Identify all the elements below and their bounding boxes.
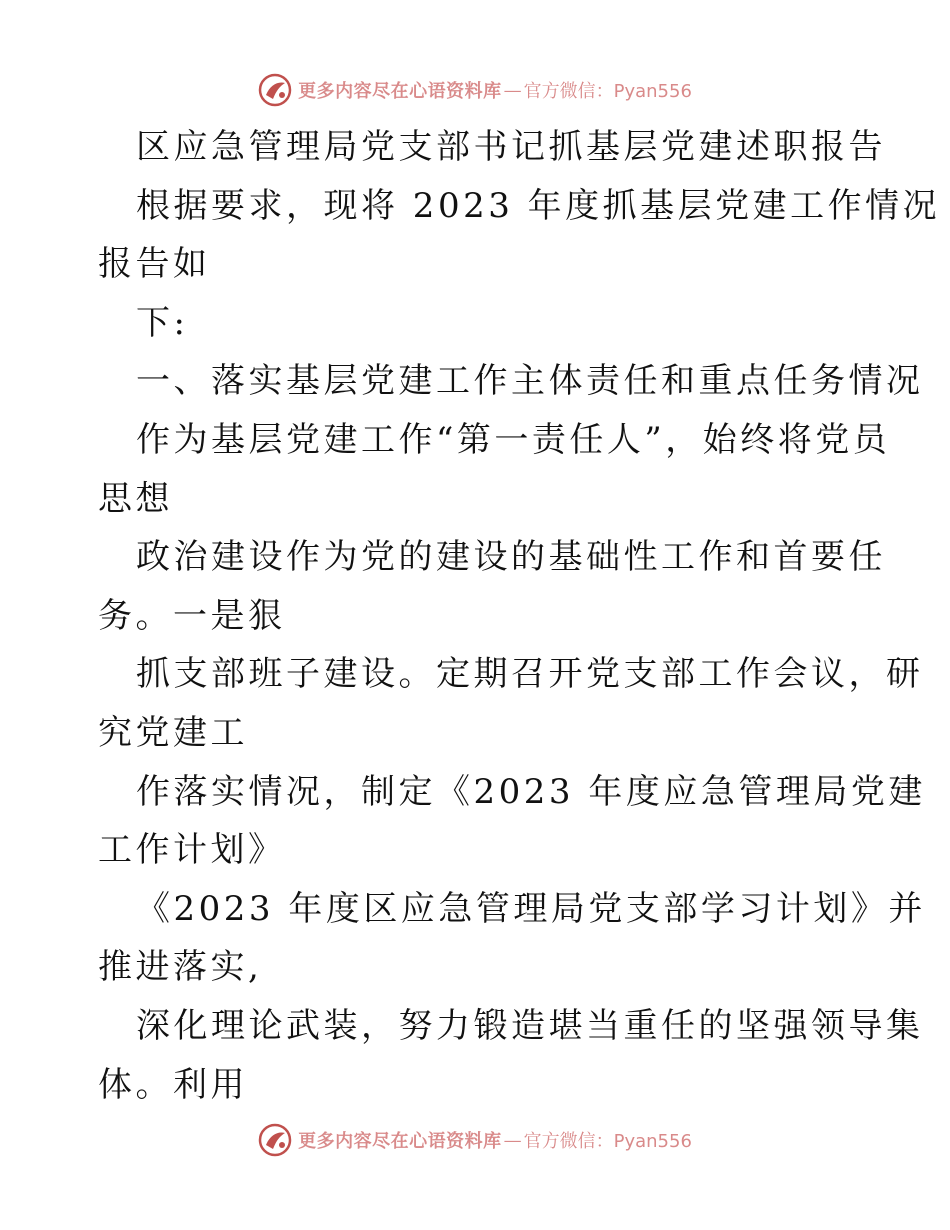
header-watermark xyxy=(0,70,950,110)
text-line: 作落实情况，制定《2023 年度应急管理局党建 xyxy=(136,771,926,812)
document-body xyxy=(98,118,941,1114)
text-line: 作为基层党建工作“第一责任人”，始终将党员 xyxy=(136,419,891,460)
text-line: 根据要求，现将 2023 年度抓基层党建工作情况 xyxy=(136,185,941,226)
text-line: 下: xyxy=(136,302,189,343)
text-line: 究党建工 xyxy=(98,712,248,753)
text-line: 政治建设作为党的建设的基础性工作和首要任 xyxy=(136,537,886,578)
text-line: 思想 xyxy=(98,478,173,519)
logo-icon xyxy=(258,73,292,107)
text-line: 体。利用 xyxy=(98,1064,248,1105)
watermark-suffix: 官方微信：Pyan556 xyxy=(523,1131,692,1152)
watermark-suffix: 官方微信：Pyan556 xyxy=(523,81,692,102)
watermark-text: 更多内容尽在心语资料库 xyxy=(298,81,502,102)
logo-icon xyxy=(258,1123,292,1157)
text-line: 一、落实基层党建工作主体责任和重点任务情况 xyxy=(136,361,924,402)
text-line: 报告如 xyxy=(98,244,211,285)
watermark-dash: — xyxy=(503,79,522,101)
text-line: 工作计划》 xyxy=(98,830,286,871)
text-line: 《2023 年度区应急管理局党支部学习计划》并 xyxy=(136,888,926,929)
text-line: 抓支部班子建设。定期召开党支部工作会议，研 xyxy=(136,654,924,695)
footer-watermark xyxy=(0,1120,950,1160)
text-line: 推进落实, xyxy=(98,947,263,988)
text-line: 务。一是狠 xyxy=(98,595,286,636)
text-line: 深化理论武装，努力锻造堪当重任的坚强领导集 xyxy=(136,1005,924,1046)
watermark-text: 更多内容尽在心语资料库 xyxy=(298,1131,502,1152)
watermark-dash: — xyxy=(503,1129,522,1151)
text-line: 区应急管理局党支部书记抓基层党建述职报告 xyxy=(136,127,886,167)
